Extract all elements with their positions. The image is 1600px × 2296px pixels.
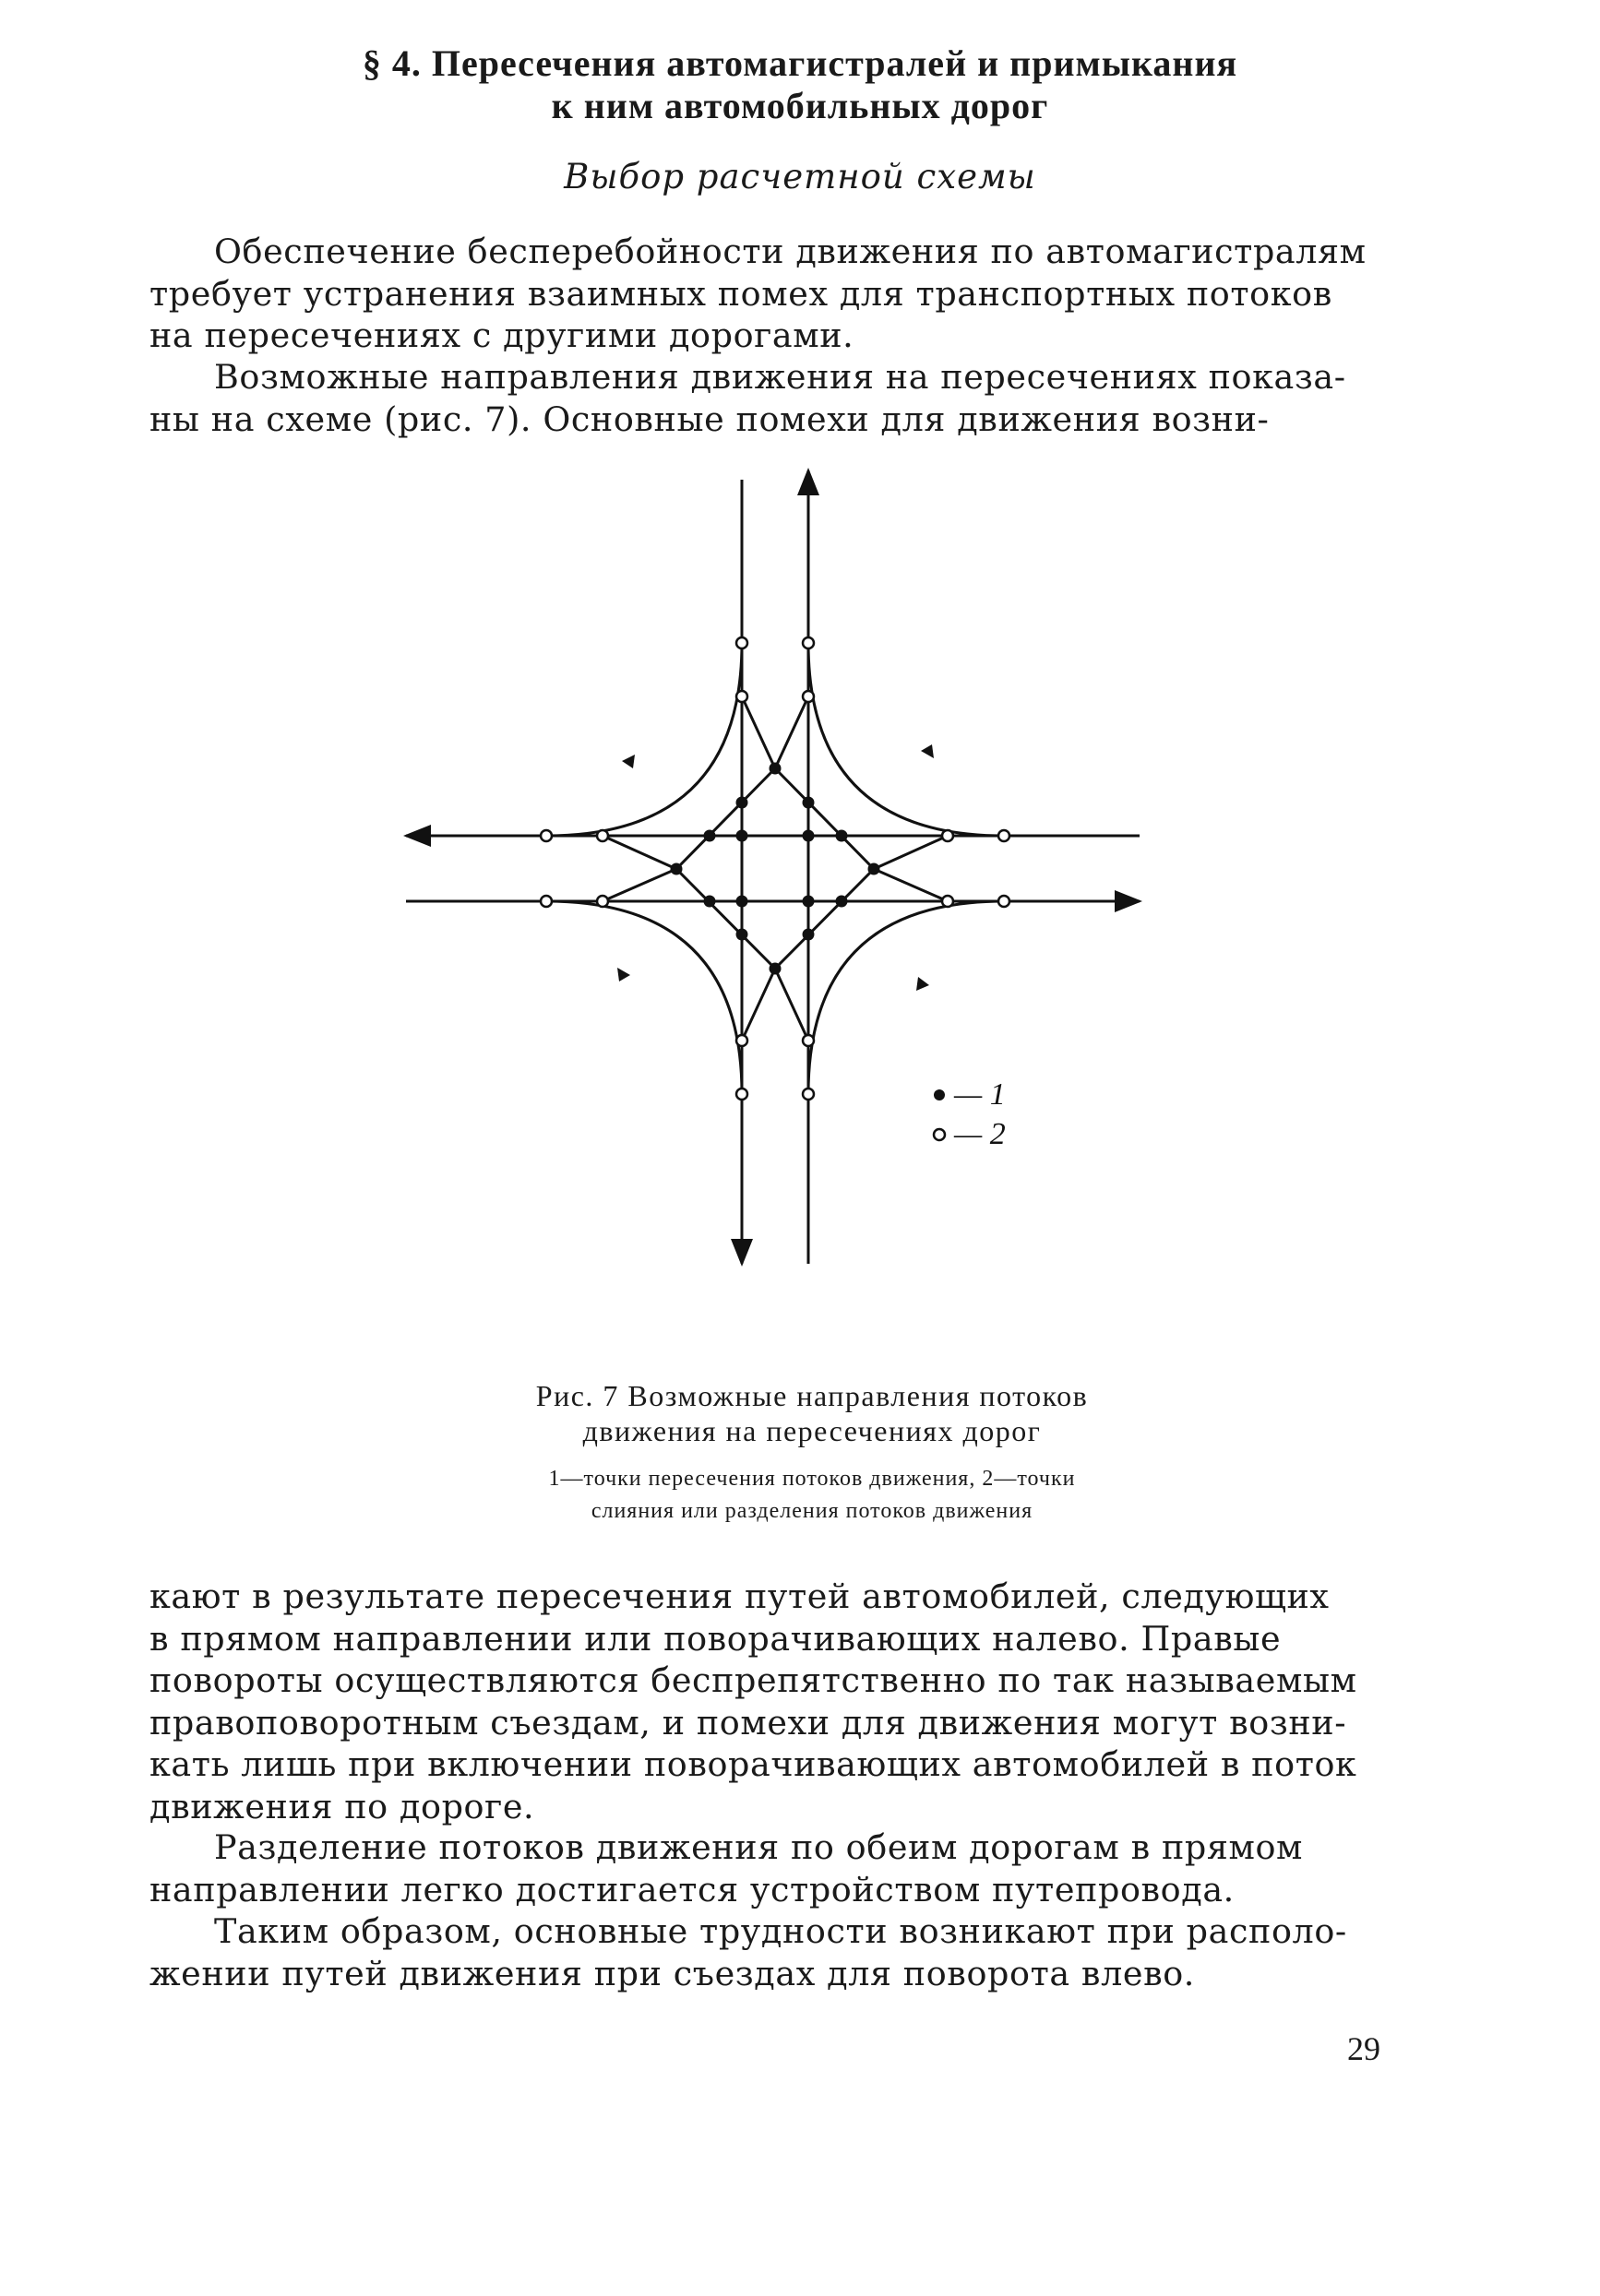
merge-diverge-point: [736, 1035, 747, 1046]
caption-legend-line: 1—точки пересечения потоков движения, 2—точки: [548, 1467, 1076, 1491]
ramp-arrow: [921, 744, 934, 758]
left-turn-path-top-left: [603, 696, 775, 901]
caption-legend-line: слияния или разделения потоков движения: [591, 1499, 1033, 1523]
paragraph-5: [149, 1910, 1414, 1994]
conflict-point: [803, 896, 815, 908]
conflict-point: [836, 896, 848, 908]
left-turn-path-bottom-right: [775, 836, 948, 1041]
merge-diverge-point: [541, 896, 552, 907]
figure-legend-caption: [351, 1463, 1273, 1528]
left-turn-path-top-right: [775, 696, 948, 901]
section-title-line-1: § 4. Пересечения автомагистралей и примыкания: [362, 42, 1238, 84]
merge-diverge-point: [803, 691, 814, 702]
merge-diverge-point: [942, 830, 953, 841]
page-number: 29: [1347, 2030, 1380, 2067]
conflict-point: [770, 963, 782, 975]
left-turn-path-bottom-left: [603, 836, 775, 1041]
text-line: кать лишь при включении поворачивающих автомобилей в поток: [149, 1744, 1357, 1784]
text-line: Разделение потоков движения по обеим дорогам в прямом: [214, 1827, 1304, 1867]
text-line: ны на схеме (рис. 7). Основные помехи для движения возни-: [149, 399, 1270, 439]
right-turn-ramp-se: [808, 901, 1004, 1094]
ramp-arrow: [916, 977, 929, 991]
conflict-point: [704, 830, 716, 842]
conflict-point: [736, 896, 748, 908]
legend-open-dot: [934, 1129, 945, 1140]
paragraph-2: [149, 356, 1414, 440]
text-line: движения по дороге.: [149, 1786, 535, 1826]
text-line: повороты осуществляются беспрепятственно по так называемым: [149, 1660, 1357, 1700]
text-line: Возможные направления движения на пересечениях показа-: [214, 357, 1346, 397]
paragraph-1: [149, 231, 1414, 357]
text-line: Таким образом, основные трудности возникают при располо-: [214, 1911, 1347, 1951]
intersection-diagram: [388, 452, 1163, 1282]
merge-diverge-point: [803, 637, 814, 648]
right-turn-ramp-ne: [808, 643, 1004, 836]
merge-diverge-point: [597, 896, 608, 907]
conflict-point: [704, 896, 716, 908]
paragraph-4: [149, 1826, 1414, 1910]
right-turn-ramp-sw: [546, 901, 742, 1094]
conflict-point: [803, 797, 815, 809]
merge-diverge-point: [942, 896, 953, 907]
text-line: в прямом направлении или поворачивающих налево. Правые: [149, 1618, 1282, 1659]
conflict-point: [836, 830, 848, 842]
conflict-point: [671, 863, 683, 875]
legend-filled-dot: [934, 1089, 945, 1100]
merge-diverge-point: [541, 830, 552, 841]
legend-label-2: — 2: [954, 1117, 1006, 1151]
ramp-arrow: [617, 968, 630, 981]
right-turn-ramp-nw: [546, 643, 742, 836]
conflict-point: [803, 830, 815, 842]
diagram-legend: [934, 1077, 1006, 1151]
merge-diverge-point: [736, 637, 747, 648]
conflict-point: [736, 929, 748, 941]
section-title-line-2: к ним автомобильных дорог: [551, 85, 1049, 126]
conflict-point: [770, 763, 782, 775]
merge-diverge-point: [803, 1089, 814, 1100]
conflict-point: [803, 929, 815, 941]
text-line: направлении легко достигается устройством путепровода.: [149, 1869, 1235, 1909]
merge-diverge-point: [998, 896, 1009, 907]
figure-caption: [351, 1378, 1273, 1448]
merge-diverge-point: [736, 1089, 747, 1100]
merge-diverge-point: [597, 830, 608, 841]
text-line: на пересечениях с другими дорогами.: [149, 315, 854, 355]
section-heading: [0, 42, 1600, 127]
conflict-point: [868, 863, 880, 875]
merge-diverge-point: [803, 1035, 814, 1046]
text-line: жении путей движения при съездах для поворота влево.: [149, 1953, 1195, 1993]
caption-line: Рис. 7 Возможные направления потоков: [535, 1379, 1089, 1412]
ramp-arrow: [622, 755, 635, 768]
merge-diverge-point: [998, 830, 1009, 841]
text-line: кают в результате пересечения путей автомобилей, следующих: [149, 1576, 1330, 1616]
section-subtitle: Выбор расчетной схемы: [564, 157, 1036, 196]
merge-diverge-point: [736, 691, 747, 702]
text-line: Обеспечение бесперебойности движения по автомагистралям: [214, 232, 1367, 271]
paragraph-3: [149, 1576, 1414, 1827]
caption-line: движения на пересечениях дорог: [582, 1414, 1042, 1447]
text-line: правоповоротным съездам, и помехи для движения могут возни-: [149, 1702, 1347, 1743]
text-line: требует устранения взаимных помех для транспортных потоков: [149, 273, 1332, 314]
conflict-point: [736, 797, 748, 809]
conflict-point: [736, 830, 748, 842]
legend-label-1: — 1: [954, 1077, 1006, 1112]
